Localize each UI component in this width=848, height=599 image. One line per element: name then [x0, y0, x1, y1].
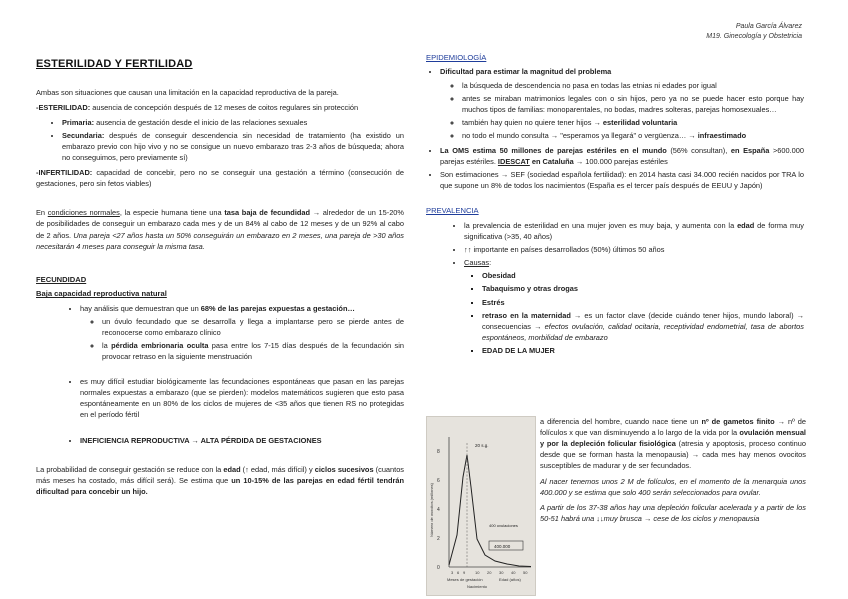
prevalencia-heading: PREVALENCIA: [426, 206, 479, 216]
list-item: • Causas: ▪ Obesidad ▪ Tabaquismo y otras drogas ▪ Estrés ▪ retraso en la maternidad → es un factor clave (decide cuándo tener hijos, mundo laboral) → consecuencias → efectos ovulación, calidad ocitaria, receptividad endometrial, tasa de abortos espontáneos, morbilidad de embarazo ▪ EDAD DE LA MUJER: [464, 257, 804, 356]
oocyte-chart-figure: [426, 416, 536, 596]
sub-list: [440, 80, 804, 142]
list-item: ◦ un óvulo fecundado que se desarrolla y llega a implantarse pero se pierde antes de reconocerse como embarazo clínico: [102, 316, 404, 338]
list-item: • ↑↑ importante en países desarrollados (50%) últimos 50 años: [464, 244, 804, 255]
y-tick: 8: [437, 449, 440, 455]
list-item: • hay análisis que demuestran que un 68% de las parejas expuestas a gestación… ◦ un óvulo fecundado que se desarrolla y llega a implantarse pero se pierde antes de reconocerse como embarazo clínico ◦ la pérdida embrionaria oculta pasa entre los 7-15 días después de la fecundación sin provocar retraso en la siguiente menstruación: [80, 303, 404, 363]
list-item: ◦ también hay quien no quiere tener hijos → esterilidad voluntaria: [462, 117, 804, 128]
x-tick: 3: [451, 570, 454, 575]
esterilidad-definition: -ESTERILIDAD: ausencia de concepción después de 12 meses de coitos regulares sin protección: [36, 102, 359, 112]
left-column: [36, 52, 404, 501]
x-axis-label-mid: Nacimiento: [467, 584, 488, 589]
esterilidad-types-list: [36, 117, 404, 163]
y-tick: 4: [437, 507, 440, 513]
list-item: ▪ Tabaquismo y otras drogas: [482, 283, 804, 294]
y-tick: 2: [437, 536, 440, 542]
x-tick: 10: [475, 570, 480, 575]
author-name: Paula García Álvarez: [735, 23, 802, 30]
epidemiologia-heading: EPIDEMIOLOGÍA: [426, 53, 487, 62]
list-item: • Primaria: ausencia de gestación desde el inicio de las relaciones sexuales: [62, 117, 404, 128]
y-tick: 0: [437, 565, 440, 571]
list-item: ◦ la búsqueda de descendencia no pasa en todas las etnias ni edades por igual: [462, 80, 804, 91]
right-column: [426, 52, 804, 360]
label-ovulations: 400 ovulaciones: [489, 523, 518, 528]
list-item: • INEFICIENCIA REPRODUCTIVA → ALTA PÉRDIDA DE GESTACIONES: [80, 435, 404, 446]
list-item: ▪ retraso en la maternidad → es un factor clave (decide cuándo tener hijos, mundo laboral) → consecuencias → efectos ovulación, calidad ocitaria, receptividad endometrial, tasa de abortos espontáneos, morbilidad de embarazo: [482, 310, 804, 343]
list-item: • Secundaria: después de conseguir descendencia sin necesidad de tratamiento (ha existido un embarazo previo con hijo vivo y no se consigue un nuevo embarazo tras 2-3 años de búsqueda; ahora no conseguimos, pero previamente sí): [62, 130, 404, 163]
infertilidad-definition: -INFERTILIDAD: capacidad de concebir, pero no se conseguir una gestación a término (consecución de gestaciones, pero sin fetos viables): [36, 168, 404, 189]
x-tick: 6: [457, 570, 460, 575]
intro-paragraph: Ambas son situaciones que causan una limitación en la capacidad reproductiva de la pareja.: [36, 87, 339, 97]
marker-label: 20 s.g.: [475, 443, 489, 448]
y-tick: 6: [437, 478, 440, 484]
list-item: ◦ antes se miraban matrimonios legales con o sin hijos, pero ya no se puede hacer esto porque hay muchos tipos de familias: monoparentales, no bodas, madres solteras, parejas homosexuales…: [462, 93, 804, 115]
gametos-paragraph: a diferencia del hombre, cuando nace tiene un nº de gametos finito → nº de folículos x que van disminuyendo a lo largo de la vida por la ovulación mensual y por la depleción folicular fisiológica (atresia y apoptosis, proceso continuo desde que se forman hasta la menopausia) → cada mes hay menos ovocitos susceptibles de madurar y de ser fecundados.: [540, 417, 806, 471]
page-title: ESTERILIDAD Y FERTILIDAD: [36, 58, 193, 70]
list-item: • Son estimaciones → SEF (sociedad española fertilidad): en 2014 hasta casi 34.000 recién nacidos por TRA lo que supone un 8% de todos los nacimientos (España es el tercer país después de EEUU y Japón): [440, 169, 804, 191]
normal-conditions-paragraph: En condiciones normales, la especie humana tiene una tasa baja de fecundidad → alrededor de un 15-20% de posibilidades de conseguir un embarazo cada mes y de un 84% al cabo de 12 meses y de un 92% al cabo de 2 años. Una pareja <27 años hasta un 50% conseguirán un embarazo en 2 meses, una pareja de >30 años necesitarán 4 meses para conseguir la misma tasa.: [36, 208, 405, 251]
fecundidad-list: [36, 303, 404, 446]
x-tick: 20: [487, 570, 492, 575]
list-item: • Dificultad para estimar la magnitud del problema ◦ la búsqueda de descendencia no pasa en todas las etnias ni edades por igual ◦ antes se miraban matrimonios legales con o sin hijos, pero ya no se puede hacer esto porque hay muchos tipos de familias: monoparentales, no bodas, madres solteras, parejas homosexuales… ◦ también hay quien no quiere tener hijos → esterilidad voluntaria ◦ no todo el mundo consulta → "esperamos ya llegará" o vergüenza… → infraestimado: [440, 66, 804, 141]
list-item: ◦ no todo el mundo consulta → "esperamos ya llegará" o vergüenza… → infraestimado: [462, 130, 804, 141]
depletion-paragraph: A partir de los 37-38 años hay una depleción folicular acelerada y a partir de los 50-51 habrá una ↓↓muy brusca → cese de los ciclos y menopausia: [540, 502, 806, 523]
probability-paragraph: La probabilidad de conseguir gestación se reduce con la edad (↑ edad, más difícil) y ciclos sucesivos (cuantos más meses ha costado, más difícil será). Se estima que un 10-15% de las parejas en edad fértil tendrán dificultad para concebir un hijo.: [36, 464, 405, 496]
course-name: M19. Ginecología y Obstetricia: [706, 33, 802, 41]
epidemiologia-list: [426, 66, 804, 191]
sub-list: [80, 316, 404, 362]
oocyte-chart: [427, 417, 535, 595]
list-item: ▪ Obesidad: [482, 270, 804, 281]
prevalencia-list: [426, 220, 804, 356]
list-item: ◦ la pérdida embrionaria oculta pasa entre los 7-15 días después de la fecundación sin provocar retraso en la siguiente menstruación: [102, 340, 404, 362]
list-item: ▪ EDAD DE LA MUJER: [482, 345, 804, 356]
y-axis-label: Número de ovocitos (millones): [429, 482, 434, 537]
edad-mujer-text: [540, 416, 806, 528]
baja-capacidad-heading: Baja capacidad reproductiva natural: [36, 289, 167, 299]
list-item: • La OMS estima 50 millones de parejas estériles en el mundo (56% consultan), en España >600.000 parejas estériles. IDESCAT en Cataluña → 100.000 parejas estériles: [440, 145, 804, 167]
list-item: ▪ Estrés: [482, 297, 804, 308]
causas-list: [464, 270, 804, 356]
x-axis-label-right: Edad (años): [499, 577, 521, 582]
x-tick: 30: [499, 570, 504, 575]
x-tick: 40: [511, 570, 516, 575]
foliculos-paragraph: Al nacer tenemos unos 2 M de folículos, en el momento de la menarquia unos 400.000 y se estima que solo 400 serán seleccionados para ovular.: [540, 476, 806, 497]
x-tick: 9: [463, 570, 466, 575]
x-axis-label-left: Meses de gestación: [447, 577, 483, 582]
list-item: • la prevalencia de esterilidad en una mujer joven es muy baja, y aumenta con la edad de forma muy significativa (>35, 40 años): [464, 220, 804, 242]
fecundidad-heading: FECUNDIDAD: [36, 274, 87, 284]
page-header: [706, 22, 802, 42]
label-count: 400.000: [494, 544, 511, 549]
list-item: • es muy difícil estudiar biológicamente las fecundaciones espontáneas que pasan en las parejas normales expuestas a embarazo (que se pierden): modelos matemáticos sugieren que esto pasa espontáneamente en un 80% de los ciclos de mujeres de <35 años que tienen RS no protegidas en el período fértil: [80, 376, 404, 420]
x-tick: 50: [523, 570, 528, 575]
